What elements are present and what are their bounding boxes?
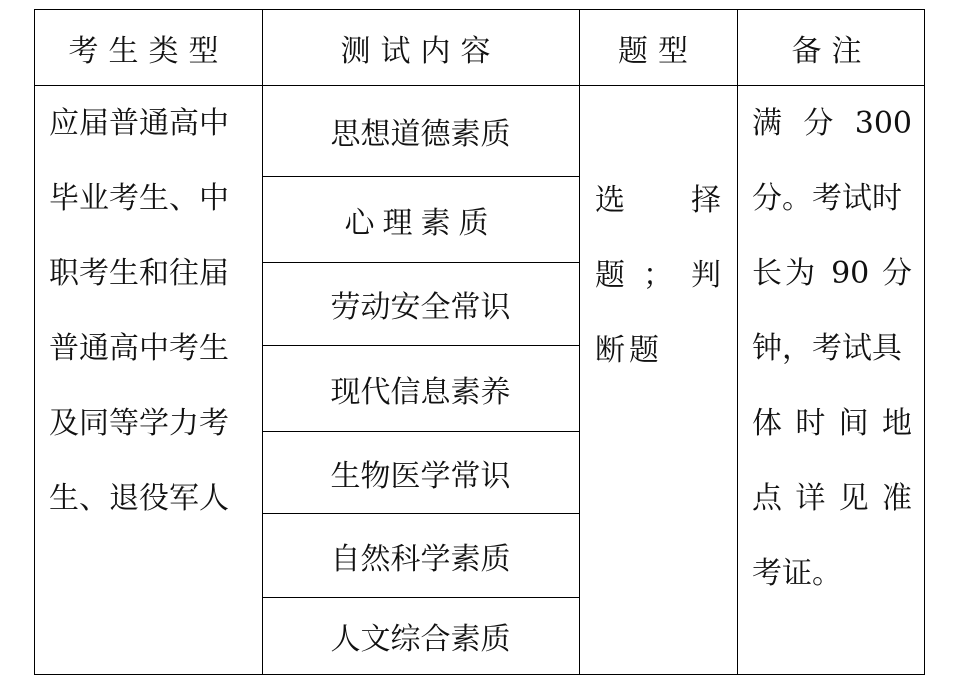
test-content-item: 劳动安全常识 [330, 290, 511, 325]
remark-line: 满 分 300 [752, 106, 912, 141]
remark-line: 钟，考试具 [752, 331, 902, 366]
candidate-type-line: 生、退役军人 [49, 481, 229, 516]
remark-line: 分。考试时 [752, 181, 902, 216]
test-content-item: 自然科学素质 [330, 541, 511, 577]
column-divider [737, 10, 738, 674]
remark-line: 长为 90 分 [752, 256, 912, 291]
test-content-item: 心理素质 [344, 205, 497, 241]
test-content-item: 思想道德素质 [330, 117, 511, 152]
candidate-type-line: 毕业考生、中 [49, 181, 229, 216]
exam-info-table [34, 9, 925, 675]
candidate-type-line: 职考生和往届 [49, 256, 229, 291]
candidate-type-line: 及同等学力考 [49, 406, 229, 441]
question-type-line: 断题 [595, 333, 663, 368]
remark-line: 体时间地 [752, 406, 912, 441]
header-test-content: 测试内容 [340, 33, 501, 69]
header-remarks: 备注 [791, 33, 872, 69]
remark-line: 点详见准 [752, 481, 912, 516]
remarks-cell [752, 86, 912, 611]
question-type-cell [595, 163, 721, 388]
remark-line: 考证。 [752, 556, 842, 591]
column-divider [579, 10, 580, 674]
candidate-type-line: 应届普通高中 [49, 106, 229, 141]
question-type-line: 题；判 [595, 258, 721, 293]
candidate-type-cell [49, 86, 249, 536]
question-type-line: 选 择 [595, 183, 721, 218]
header-question-type: 题型 [618, 33, 698, 69]
candidate-type-line: 普通高中考生 [49, 331, 229, 366]
test-content-item: 现代信息素养 [330, 374, 511, 410]
test-content-item: 人文综合素质 [330, 622, 511, 657]
test-content-item: 生物医学常识 [330, 458, 511, 494]
header-candidate-type: 考生类型 [68, 33, 229, 69]
